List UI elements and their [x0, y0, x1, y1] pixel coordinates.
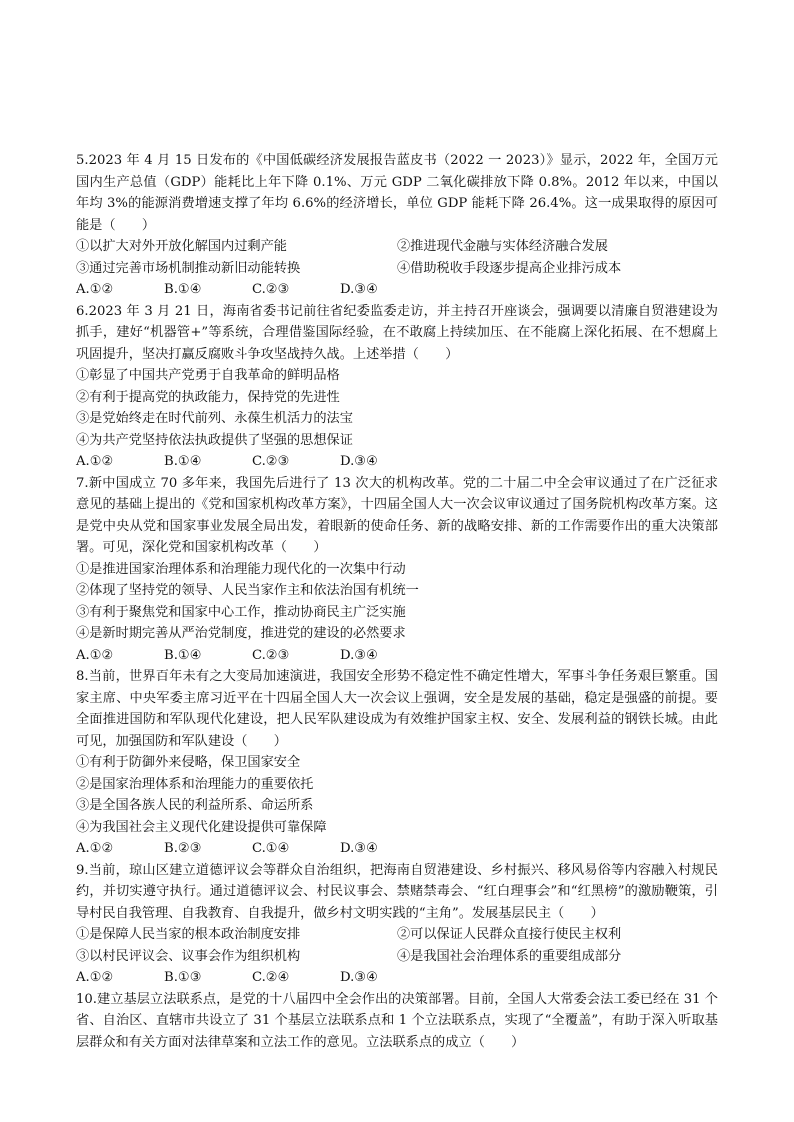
question-7-stem: 7.新中国成立 70 多年来，我国先后进行了 13 次大的机构改革。党的二十届二中全会审议通过了在广泛征求意见的基础上提出的《党和国家机构改革方案》，十四届全国人大一次会议审议通过了国务院机构改革方案。这是党中央从党和国家事业发展全局出发，着眼新的使命任务、新的战略安排、新的工作需要作出的重大决策部署。可见，深化党和国家机构改革（ ） — [76, 475, 718, 555]
question-6-answer-d: D.③④ — [340, 454, 378, 469]
question-7-answer-c: C.②③ — [252, 647, 290, 663]
question-9-answer-d: D.③④ — [340, 970, 378, 985]
question-8-answer-a: A.①② — [76, 841, 114, 856]
question-9-answers — [76, 967, 718, 989]
question-9-option-4: ④是我国社会治理体系的重要组成部分 — [397, 948, 622, 964]
question-9-option-3: ③以村民评议会、议事会作为组织机构 — [76, 948, 301, 964]
question-6-answer-a: A.①② — [76, 454, 114, 469]
question-5-option-1: ①以扩大对外开放化解国内过剩产能 — [76, 239, 287, 254]
question-6-option-2: ②有利于提高党的执政能力，保持党的先进性 — [76, 389, 340, 405]
question-7-option-3: ③有利于聚焦党和国家中心工作，推动协商民主广泛实施 — [76, 604, 406, 620]
question-8-stem: 8.当前，世界百年未有之大变局加速演进，我国安全形势不稳定性不确定性增大，军事斗争任务艰巨繁重。国家主席、中央军委主席习近平在十四届全国人大一次会议上强调，安全是发展的基础，稳定是强盛的前提。要全面推进国防和军队现代化建设，把人民军队建设成为有效维护国家主权、安全、发展利益的钢铁长城。由此可见，加强国防和军队建设（ ） — [76, 669, 718, 749]
question-9-answer-b: B.①③ — [164, 970, 202, 985]
question-5-answer-b: B.①④ — [164, 282, 202, 297]
question-5-option-3: ③通过完善市场机制推动新旧动能转换 — [76, 260, 301, 276]
question-9-option-2: ②可以保证人民群众直接行使民主权利 — [397, 927, 622, 942]
question-5-stem: 5.2023 年 4 月 15 日发布的《中国低碳经济发展报告蓝皮书（2022 一 2023）》显示，2022 年，全国万元国内生产总值（GDP）能耗比上年下降 0.1%、万元 GDP 二氧化碳排放下降 0.8%。2012 年以来，中国以年均 3%的能源消费增速支撑了年均 6.6%的经济增长，单位 GDP 能耗下降 26.4%。这一成果取得的原因可能是（ ） — [76, 153, 718, 233]
question-8-answer-d: D.③④ — [340, 841, 378, 856]
question-8-option-2: ②是国家治理体系和治理能力的重要依托 — [76, 776, 314, 792]
question-10-stem: 10.建立基层立法联系点，是党的十八届四中全会作出的决策部署。目前，全国人大常委会法工委已经在 31 个省、自治区、直辖市共设立了 31 个基层立法联系点和 1 个立法联系点，实现了“全覆盖”，有助于深入听取基层群众和有关方面对法律草案和立法工作的意见。立法联系点的成立（ ） — [76, 991, 718, 1050]
question-8-option-1: ①有利于防御外来侵略，保卫国家安全 — [76, 755, 301, 770]
question-9-answer-c: C.②④ — [252, 970, 290, 985]
question-9-option-1: ①是保障人民当家的根本政治制度安排 — [76, 927, 301, 942]
question-7-answer-d: D.③④ — [340, 647, 378, 663]
question-8-answer-c: C.①④ — [252, 841, 290, 856]
question-7 — [76, 473, 718, 667]
question-6 — [76, 301, 718, 473]
question-5-answer-c: C.②③ — [252, 282, 290, 297]
question-6-option-3: ③是党始终走在时代前列、永葆生机活力的法宝 — [76, 411, 353, 426]
question-5-option-2: ②推进现代金融与实体经济融合发展 — [397, 239, 608, 254]
question-10 — [76, 989, 718, 1054]
question-6-answer-c: C.②③ — [252, 454, 290, 469]
question-7-option-4: ④是新时期完善从严治党制度，推进党的建设的必然要求 — [76, 626, 406, 641]
question-7-answer-a: A.①② — [76, 647, 114, 663]
question-6-answers — [76, 451, 718, 473]
question-7-option-1: ①是推进国家治理体系和治理能力现代化的一次集中行动 — [76, 561, 406, 577]
question-8-option-4: ④为我国社会主义现代化建设提供可靠保障 — [76, 819, 327, 835]
question-5-answer-a: A.①② — [76, 282, 114, 297]
question-7-answer-b: B.①④ — [164, 647, 202, 663]
question-6-stem: 6.2023 年 3 月 21 日，海南省委书记前往省纪委监委走访，并主持召开座谈会，强调要以清廉自贸港建设为抓手，建好“机器管+”等系统，合理借鉴国际经验，在不敢腐上持续加压、在不能腐上深化拓展、在不想腐上巩固提升，坚决打赢反腐败斗争攻坚战持久战。上述举措（ ） — [76, 303, 718, 362]
question-5-options — [76, 236, 718, 279]
question-5-option-4: ④借助税收手段逐步提高企业排污成本 — [397, 260, 622, 276]
question-9-options — [76, 924, 718, 967]
question-8 — [76, 666, 718, 860]
question-7-option-2: ②体现了坚持党的领导、人民当家作主和依法治国有机统一 — [76, 583, 419, 598]
question-5 — [76, 150, 718, 301]
question-5-answers — [76, 279, 718, 301]
question-8-option-3: ③是全国各族人民的利益所系、命运所系 — [76, 798, 314, 813]
question-6-option-1: ①彰显了中国共产党勇于自我革命的鲜明品格 — [76, 368, 340, 383]
question-6-answer-b: B.①④ — [164, 454, 202, 469]
question-7-answers — [76, 645, 718, 667]
question-8-answers — [76, 838, 718, 860]
question-9-answer-a: A.①② — [76, 970, 114, 985]
question-6-option-4: ④为共产党坚持依法执政提供了坚强的思想保证 — [76, 432, 353, 448]
question-5-answer-d: D.③④ — [340, 282, 378, 297]
question-9 — [76, 860, 718, 989]
question-9-stem: 9.当前，琼山区建立道德评议会等群众自治组织，把海南自贸港建设、乡村振兴、移风易俗等内容融入村规民约，并切实遵守执行。通过道德评议会、村民议事会、禁赌禁毒会、“红白理事会”和“红黑榜”的激励鞭策，引导村民自我管理、自我教育、自我提升，做乡村文明实践的“主角”。发展基层民主（ ） — [76, 862, 718, 921]
question-8-answer-b: B.②③ — [164, 841, 202, 856]
